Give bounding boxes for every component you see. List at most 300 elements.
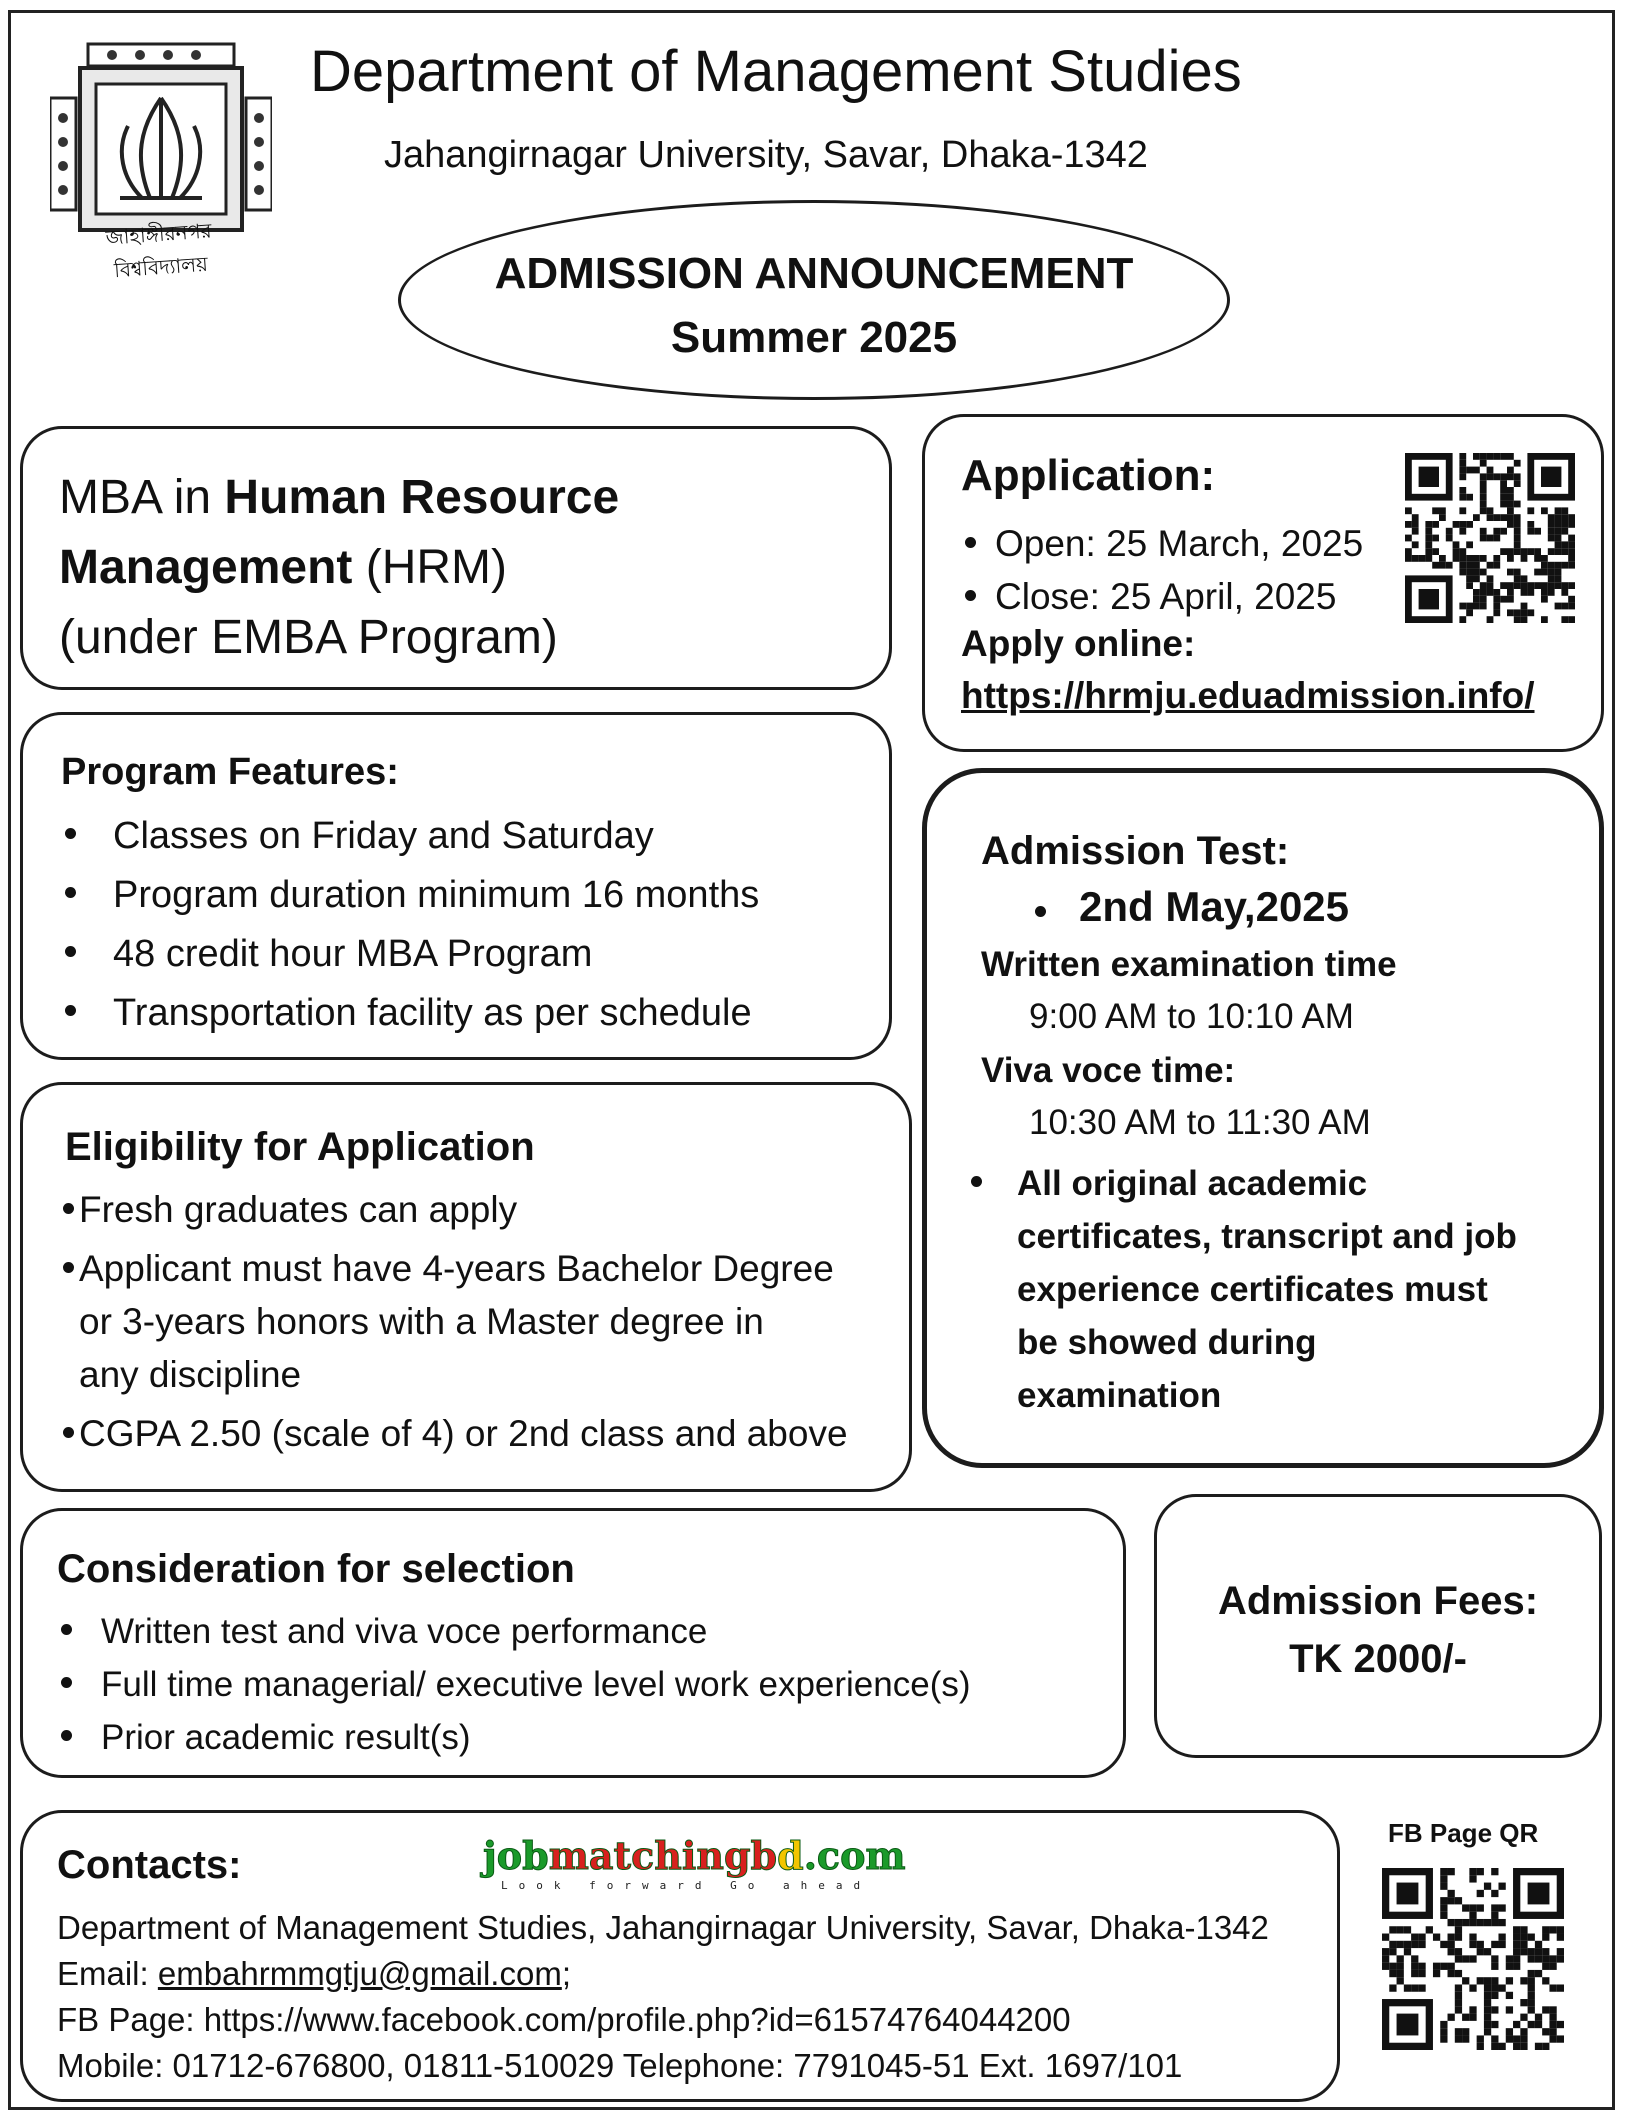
qr-module [1535, 2021, 1542, 2028]
qr-module [1487, 616, 1494, 623]
qr-module [1473, 453, 1480, 460]
qr-module [1513, 1934, 1520, 1941]
qr-module [1389, 1984, 1396, 1991]
qr-module [1513, 2043, 1520, 2050]
qr-module [1557, 2021, 1564, 2028]
qr-module [1568, 582, 1575, 589]
qr-module [1568, 603, 1575, 610]
qr-module [1568, 616, 1575, 623]
qr-module [1491, 1890, 1498, 1897]
qr-module [1462, 1955, 1469, 1962]
qr-module [1541, 616, 1548, 623]
qr-module [1507, 548, 1514, 555]
apply-online-link[interactable]: https://hrmju.eduadmission.info/ [961, 675, 1535, 716]
qr-module [1568, 548, 1575, 555]
qr-module [1466, 541, 1473, 548]
qr-module [1555, 562, 1562, 569]
qr-module [1389, 1963, 1396, 1970]
qr-module [1549, 2035, 1556, 2042]
qr-module [1480, 494, 1487, 501]
feature-item: Classes on Friday and Saturday [61, 807, 759, 866]
eligibility-line: or 3-years honors with a Master degree in [79, 1301, 764, 1342]
qr-module [1500, 582, 1507, 589]
qr-module [1548, 521, 1555, 528]
qr-module [1389, 1941, 1396, 1948]
qr-module [1480, 460, 1487, 467]
qr-module [1469, 1868, 1476, 1875]
qr-module [1466, 582, 1473, 589]
qr-module [1549, 1955, 1556, 1962]
qr-module [1473, 596, 1480, 603]
watermark-letter: m [548, 1833, 589, 1878]
qr-module [1507, 494, 1514, 501]
written-exam-time: 9:00 AM to 10:10 AM [1029, 997, 1354, 1036]
qr-module [1514, 609, 1521, 616]
fb-page-qr-code[interactable] [1382, 1868, 1564, 2050]
qr-module [1455, 1970, 1462, 1977]
qr-module [1549, 2028, 1556, 2035]
qr-module [1521, 582, 1528, 589]
qr-module [1528, 2006, 1535, 2013]
qr-module [1418, 1970, 1425, 1977]
qr-module [1404, 1984, 1411, 1991]
qr-module [1520, 2035, 1527, 2042]
qr-module [1459, 603, 1466, 610]
qr-module [1534, 555, 1541, 562]
qr-module [1507, 521, 1514, 528]
qr-module [1521, 616, 1528, 623]
qr-module [1418, 1934, 1425, 1941]
qr-module [1484, 1999, 1491, 2006]
qr-module [1541, 562, 1548, 569]
qr-module [1534, 582, 1541, 589]
qr-module [1397, 1955, 1404, 1962]
qr-module [1466, 575, 1473, 582]
qr-module [1487, 453, 1494, 460]
qr-module [1419, 555, 1426, 562]
test-note-line: All original academic [1017, 1164, 1368, 1203]
features-box [20, 712, 892, 1060]
qr-module [1491, 1912, 1498, 1919]
qr-module [1528, 1984, 1535, 1991]
qr-module [1568, 555, 1575, 562]
qr-module [1491, 1984, 1498, 1991]
qr-module [1535, 1970, 1542, 1977]
qr-module [1507, 589, 1514, 596]
qr-module [1453, 541, 1460, 548]
qr-module [1542, 2043, 1549, 2050]
program-under: (under EMBA Program) [59, 611, 558, 664]
qr-module [1535, 1941, 1542, 1948]
qr-module [1411, 1941, 1418, 1948]
qr-module [1542, 1963, 1549, 1970]
qr-module [1487, 589, 1494, 596]
qr-module [1487, 507, 1494, 514]
qr-module [1493, 473, 1500, 480]
watermark-letter: c [816, 1833, 841, 1878]
qr-module [1521, 555, 1528, 562]
qr-module [1412, 514, 1419, 521]
qr-module [1514, 548, 1521, 555]
qr-module [1514, 473, 1521, 480]
watermark-letter: g [723, 1833, 751, 1878]
qr-module [1459, 487, 1466, 494]
qr-module [1557, 1934, 1564, 1941]
qr-module [1542, 1977, 1549, 1984]
qr-module [1498, 2043, 1505, 2050]
qr-module [1466, 521, 1473, 528]
qr-module [1549, 1963, 1556, 1970]
qr-module [1469, 1955, 1476, 1962]
qr-module [1542, 2028, 1549, 2035]
qr-module [1397, 1963, 1404, 1970]
qr-module [1455, 1919, 1462, 1926]
qr-module [1446, 562, 1453, 569]
qr-module [1549, 1984, 1556, 1991]
qr-module [1453, 555, 1460, 562]
eligibility-line: any discipline [79, 1354, 302, 1395]
qr-module [1513, 1963, 1520, 1970]
watermark-letter: t [613, 1833, 632, 1878]
eligibility-title: Eligibility for Application [65, 1125, 535, 1169]
qr-module [1491, 2021, 1498, 2028]
qr-module [1507, 514, 1514, 521]
watermark-letter: b [522, 1833, 549, 1878]
qr-module [1498, 1934, 1505, 1941]
qr-module [1439, 555, 1446, 562]
qr-module [1493, 514, 1500, 521]
qr-module [1484, 1984, 1491, 1991]
qr-module [1555, 514, 1562, 521]
watermark-name [483, 1833, 906, 1878]
application-open: Open: 25 March, 2025 [961, 517, 1363, 570]
feature-item: Program duration minimum 16 months [61, 866, 759, 925]
eligibility-item: CGPA 2.50 (scale of 4) or 2nd class and above [59, 1407, 848, 1460]
qr-module [1541, 596, 1548, 603]
written-exam-label: Written examination time [981, 945, 1397, 984]
watermark-letter: a [588, 1833, 614, 1878]
qr-module [1506, 2028, 1513, 2035]
qr-module [1549, 2021, 1556, 2028]
qr-module [1425, 535, 1432, 542]
qr-module [1397, 1970, 1404, 1977]
qr-module [1382, 1934, 1389, 1941]
qr-module [1484, 2021, 1491, 2028]
qr-module [1432, 507, 1439, 514]
test-title: Admission Test: [981, 829, 1290, 873]
apply-online-label: Apply online: [961, 623, 1196, 664]
qr-module [1561, 548, 1568, 555]
announcement-title: ADMISSION ANNOUNCEMENT [494, 249, 1134, 298]
qr-module [1469, 1919, 1476, 1926]
program-box [20, 426, 892, 690]
qr-module [1514, 582, 1521, 589]
university-address: Jahangirnagar University, Savar, Dhaka-1342 [384, 134, 1148, 176]
qr-module [1507, 596, 1514, 603]
qr-module [1448, 1948, 1455, 1955]
qr-module [1549, 2014, 1556, 2021]
consideration-item: Full time managerial/ executive level work experience(s) [57, 1658, 971, 1711]
qr-module [1513, 1926, 1520, 1933]
qr-module [1459, 507, 1466, 514]
announcement-oval [398, 200, 1230, 400]
qr-module [1411, 1955, 1418, 1962]
qr-module [1412, 555, 1419, 562]
qr-module [1541, 507, 1548, 514]
qr-module [1418, 1984, 1425, 1991]
qr-module [1561, 616, 1568, 623]
qr-module [1534, 569, 1541, 576]
qr-module [1459, 453, 1466, 460]
qr-module [1455, 1934, 1462, 1941]
qr-module [1568, 521, 1575, 528]
qr-module [1439, 514, 1446, 521]
qr-module [1440, 1963, 1447, 1970]
qr-module [1453, 548, 1460, 555]
qr-module [1506, 2035, 1513, 2042]
qr-module [1491, 1919, 1498, 1926]
qr-module [1514, 460, 1521, 467]
qr-module [1500, 453, 1507, 460]
fees-title: Admission Fees: [1217, 1579, 1539, 1623]
watermark-letter: m [865, 1833, 906, 1878]
qr-module [1520, 1926, 1527, 1933]
qr-module [1440, 1912, 1447, 1919]
qr-module [1548, 562, 1555, 569]
program-abbr: (HRM) [352, 541, 508, 594]
qr-module [1477, 1919, 1484, 1926]
qr-module [1528, 1955, 1535, 1962]
qr-module [1473, 603, 1480, 610]
qr-module [1541, 569, 1548, 576]
qr-module [1480, 473, 1487, 480]
qr-module [1500, 494, 1507, 501]
qr-module [1480, 589, 1487, 596]
qr-module [1541, 555, 1548, 562]
qr-module [1455, 1999, 1462, 2006]
qr-module [1491, 1941, 1498, 1948]
qr-module [1557, 1948, 1564, 1955]
qr-module [1500, 514, 1507, 521]
qr-module [1548, 589, 1555, 596]
qr-module [1397, 1977, 1404, 1984]
qr-module [1455, 2035, 1462, 2042]
qr-module [1389, 1926, 1396, 1933]
qr-module [1548, 548, 1555, 555]
qr-module [1491, 1992, 1498, 1999]
qr-module [1455, 1955, 1462, 1962]
qr-module [1498, 1984, 1505, 1991]
qr-module [1473, 514, 1480, 521]
test-note-line: experience certificates must [1017, 1270, 1488, 1309]
qr-module [1462, 2014, 1469, 2021]
qr-module [1555, 535, 1562, 542]
qr-module [1491, 1977, 1498, 1984]
qr-module [1459, 460, 1466, 467]
qr-module [1473, 562, 1480, 569]
qr-module [1520, 2014, 1527, 2021]
qr-module [1514, 480, 1521, 487]
qr-module [1500, 473, 1507, 480]
qr-module [1484, 2014, 1491, 2021]
fees-box [1154, 1494, 1602, 1758]
qr-module [1528, 1948, 1535, 1955]
qr-module [1382, 1948, 1389, 1955]
qr-module [1480, 528, 1487, 535]
qr-module [1561, 514, 1568, 521]
qr-module [1473, 589, 1480, 596]
qr-module [1507, 555, 1514, 562]
qr-module [1382, 1963, 1389, 1970]
qr-module [1412, 528, 1419, 535]
qr-module [1542, 2006, 1549, 2013]
qr-module [1498, 1904, 1505, 1911]
qr-module [1493, 609, 1500, 616]
application-qr-code[interactable] [1405, 453, 1575, 623]
qr-module [1557, 2035, 1564, 2042]
watermark-tagline: Look forward Go ahead [501, 1879, 872, 1892]
qr-module [1507, 609, 1514, 616]
qr-module [1568, 535, 1575, 542]
qr-module [1549, 1926, 1556, 1933]
feature-item: 48 credit hour MBA Program [61, 925, 759, 984]
qr-module [1425, 528, 1432, 535]
qr-module [1440, 2021, 1447, 2028]
qr-module [1542, 1934, 1549, 1941]
test-date: 2nd May,2025 [1031, 883, 1349, 931]
qr-module [1520, 2043, 1527, 2050]
features-list [61, 807, 759, 1043]
qr-module [1514, 569, 1521, 576]
qr-module [1462, 2028, 1469, 2035]
qr-module [1506, 1963, 1513, 1970]
qr-module [1493, 453, 1500, 460]
qr-module [1480, 569, 1487, 576]
qr-module [1405, 521, 1412, 528]
qr-module [1469, 1912, 1476, 1919]
qr-module [1500, 596, 1507, 603]
qr-module [1535, 2043, 1542, 2050]
qr-module [1411, 1970, 1418, 1977]
qr-module [1557, 1926, 1564, 1933]
contacts-title: Contacts: [57, 1843, 242, 1887]
qr-module [1513, 2021, 1520, 2028]
qr-module [1487, 473, 1494, 480]
qr-module [1466, 467, 1473, 474]
qr-module [1397, 2014, 1419, 2036]
qr-module [1561, 521, 1568, 528]
qr-module [1527, 507, 1534, 514]
qr-module [1548, 535, 1555, 542]
program-name-line1: Human Resource [224, 471, 620, 524]
qr-module [1549, 2006, 1556, 2013]
qr-module [1491, 2035, 1498, 2042]
qr-module [1459, 562, 1466, 569]
qr-module [1528, 2021, 1535, 2028]
qr-module [1480, 480, 1487, 487]
seal-text: জাহাঙ্গীরনগর বিশ্ববিদ্যালয় [104, 218, 213, 283]
qr-module [1561, 603, 1568, 610]
qr-module [1419, 467, 1439, 487]
application-dates [961, 517, 1363, 623]
qr-module [1448, 1970, 1455, 1977]
qr-module [1507, 569, 1514, 576]
qr-module [1507, 453, 1514, 460]
feature-item: Transportation facility as per schedule [61, 984, 759, 1043]
qr-module [1521, 575, 1528, 582]
qr-module [1541, 582, 1548, 589]
qr-module [1514, 541, 1521, 548]
qr-module [1459, 528, 1466, 535]
qr-module [1433, 1934, 1440, 1941]
qr-module [1487, 467, 1494, 474]
eligibility-line: Applicant must have 4-years Bachelor Degree [79, 1248, 834, 1289]
qr-module [1541, 467, 1561, 487]
watermark-letter: . [803, 1833, 817, 1878]
qr-module [1520, 1977, 1527, 1984]
watermark-logo [483, 1833, 906, 1878]
qr-module [1480, 555, 1487, 562]
qr-module [1477, 1868, 1484, 1875]
qr-module [1506, 1977, 1513, 1984]
qr-module [1411, 1984, 1418, 1991]
qr-module [1477, 1890, 1484, 1897]
watermark-letter: o [840, 1833, 866, 1878]
qr-module [1500, 501, 1507, 508]
qr-module [1466, 603, 1473, 610]
qr-module [1440, 1904, 1447, 1911]
qr-module [1480, 507, 1487, 514]
fees-amount: TK 2000/- [1289, 1637, 1467, 1681]
qr-module [1514, 514, 1521, 521]
watermark-letter: h [654, 1833, 682, 1878]
test-note [967, 1157, 1517, 1422]
qr-module [1432, 535, 1439, 542]
qr-module [1548, 575, 1555, 582]
qr-module [1455, 2006, 1462, 2013]
qr-module [1455, 1948, 1462, 1955]
qr-module [1498, 1919, 1505, 1926]
qr-module [1448, 1934, 1455, 1941]
qr-module [1418, 1963, 1425, 1970]
qr-module [1459, 569, 1466, 576]
qr-module [1425, 548, 1432, 555]
qr-module [1484, 1992, 1491, 1999]
qr-module [1487, 562, 1494, 569]
qr-module [1527, 528, 1534, 535]
qr-module [1466, 569, 1473, 576]
qr-module [1405, 535, 1412, 542]
qr-module [1493, 535, 1500, 542]
qr-module [1405, 555, 1412, 562]
contact-phone: Mobile: 01712-676800, 01811-510029 Telephone: 7791045-51 Ext. 1697/101 [57, 2047, 1183, 2084]
qr-module [1491, 1904, 1498, 1911]
qr-module [1555, 569, 1562, 576]
qr-module [1405, 548, 1412, 555]
test-date-list [1031, 883, 1349, 931]
qr-module [1514, 521, 1521, 528]
qr-module [1455, 1984, 1462, 1991]
qr-module [1397, 1941, 1404, 1948]
contact-email-link[interactable]: embahrmmgtju@gmail.com [157, 1955, 562, 1992]
qr-module [1455, 2028, 1462, 2035]
qr-module [1484, 1948, 1491, 1955]
qr-module [1455, 1897, 1462, 1904]
consideration-item: Prior academic result(s) [57, 1711, 971, 1764]
qr-module [1555, 548, 1562, 555]
qr-module [1507, 501, 1514, 508]
qr-module [1548, 582, 1555, 589]
